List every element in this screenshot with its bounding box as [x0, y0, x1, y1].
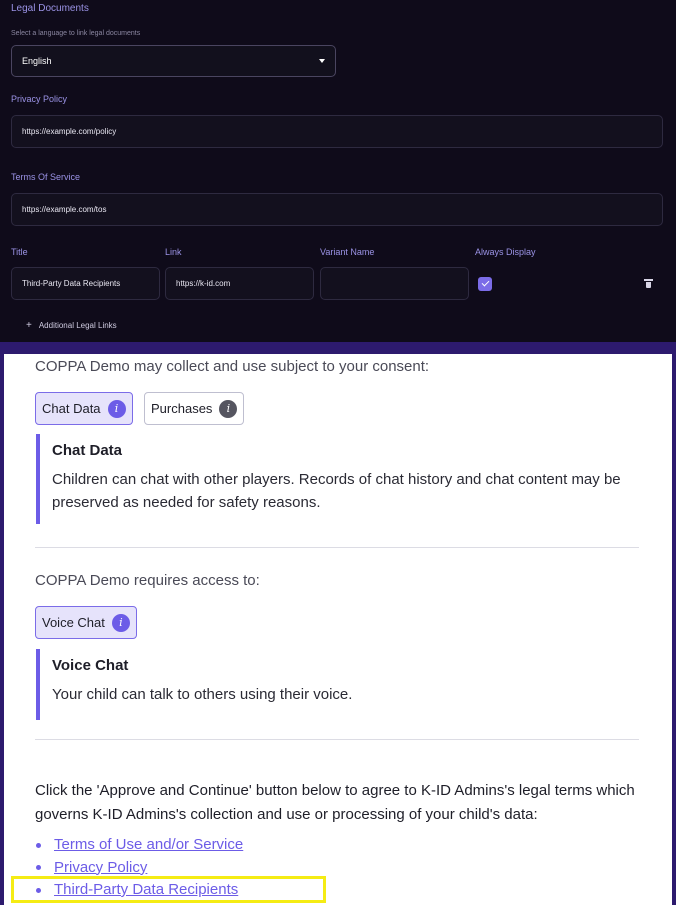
- legal-link-title-input[interactable]: [11, 267, 160, 300]
- preview-frame-right: [672, 342, 676, 905]
- legal-link-url-input[interactable]: [165, 267, 314, 300]
- chat-data-title: Chat Data: [52, 442, 123, 459]
- voice-chat-description: Your child can talk to others using their voice.: [52, 686, 353, 703]
- voice-chat-title: Voice Chat: [52, 657, 129, 674]
- privacy-policy-input[interactable]: [11, 115, 663, 148]
- chip-voice-chat-label: Voice Chat: [42, 615, 105, 630]
- legal-documents-panel: [0, 0, 676, 342]
- voice-chat-detail: [36, 649, 622, 720]
- column-header-link: Link: [165, 247, 182, 257]
- third-party-data-recipients-link[interactable]: Third-Party Data Recipients: [54, 881, 239, 898]
- column-header-title: Title: [11, 247, 28, 257]
- preview-frame-top: [0, 342, 676, 354]
- chip-purchases[interactable]: [144, 392, 244, 425]
- legal-link-title-value: Third-Party Data Recipients: [22, 279, 121, 288]
- chip-voice-chat[interactable]: [35, 606, 137, 639]
- chat-data-description: Children can chat with other players. Records of chat history and chat content may be preserved as needed for safety reasons.: [52, 471, 621, 511]
- language-hint: Select a language to link legal documents: [11, 30, 141, 37]
- info-icon: i: [112, 614, 130, 632]
- privacy-policy-link[interactable]: Privacy Policy: [54, 858, 148, 876]
- add-legal-link-button[interactable]: [26, 320, 117, 331]
- language-select-value: English: [22, 56, 52, 66]
- chip-chat-data[interactable]: [35, 392, 133, 425]
- check-icon: [481, 279, 489, 287]
- divider: [35, 739, 639, 740]
- terms-of-service-value: https://example.com/tos: [22, 205, 107, 214]
- chevron-down-icon: [319, 59, 325, 63]
- terms-of-service-label: Terms Of Service: [11, 172, 81, 182]
- language-select[interactable]: [11, 45, 336, 77]
- variant-name-input[interactable]: [320, 267, 469, 300]
- terms-of-use-link[interactable]: Terms of Use and/or Service: [54, 836, 244, 853]
- terms-of-service-input[interactable]: [11, 193, 663, 226]
- plus-icon: +: [26, 320, 32, 331]
- access-heading: COPPA Demo requires access to:: [35, 572, 260, 589]
- privacy-policy-value: https://example.com/policy: [22, 127, 117, 136]
- chat-data-detail: [36, 434, 622, 524]
- legal-link-url-value: https://k-id.com: [176, 279, 231, 288]
- chip-chat-data-label: Chat Data: [42, 401, 101, 416]
- info-icon: i: [219, 400, 237, 418]
- preview-frame-left: [0, 342, 4, 905]
- column-header-variant-name: Variant Name: [320, 247, 375, 257]
- chip-purchases-label: Purchases: [151, 401, 213, 416]
- privacy-policy-label: Privacy Policy: [11, 94, 68, 104]
- section-title: Legal Documents: [11, 3, 89, 14]
- info-icon: i: [108, 400, 126, 418]
- list-item: [36, 834, 243, 857]
- legal-intro-text: Click the 'Approve and Continue' button below to agree to K-ID Admins's legal terms which governs K-ID Admins's collection and use or processing of your child's data:: [35, 782, 635, 823]
- trash-icon[interactable]: [645, 279, 652, 288]
- divider: [35, 547, 639, 548]
- highlight-box: [11, 876, 326, 903]
- collect-heading: COPPA Demo may collect and use subject to your consent:: [35, 358, 430, 375]
- bullet-icon: [36, 843, 41, 848]
- add-legal-link-label: Additional Legal Links: [38, 321, 117, 330]
- bullet-icon: [36, 865, 41, 870]
- column-header-always-display: Always Display: [475, 247, 536, 257]
- always-display-checkbox[interactable]: [478, 277, 492, 291]
